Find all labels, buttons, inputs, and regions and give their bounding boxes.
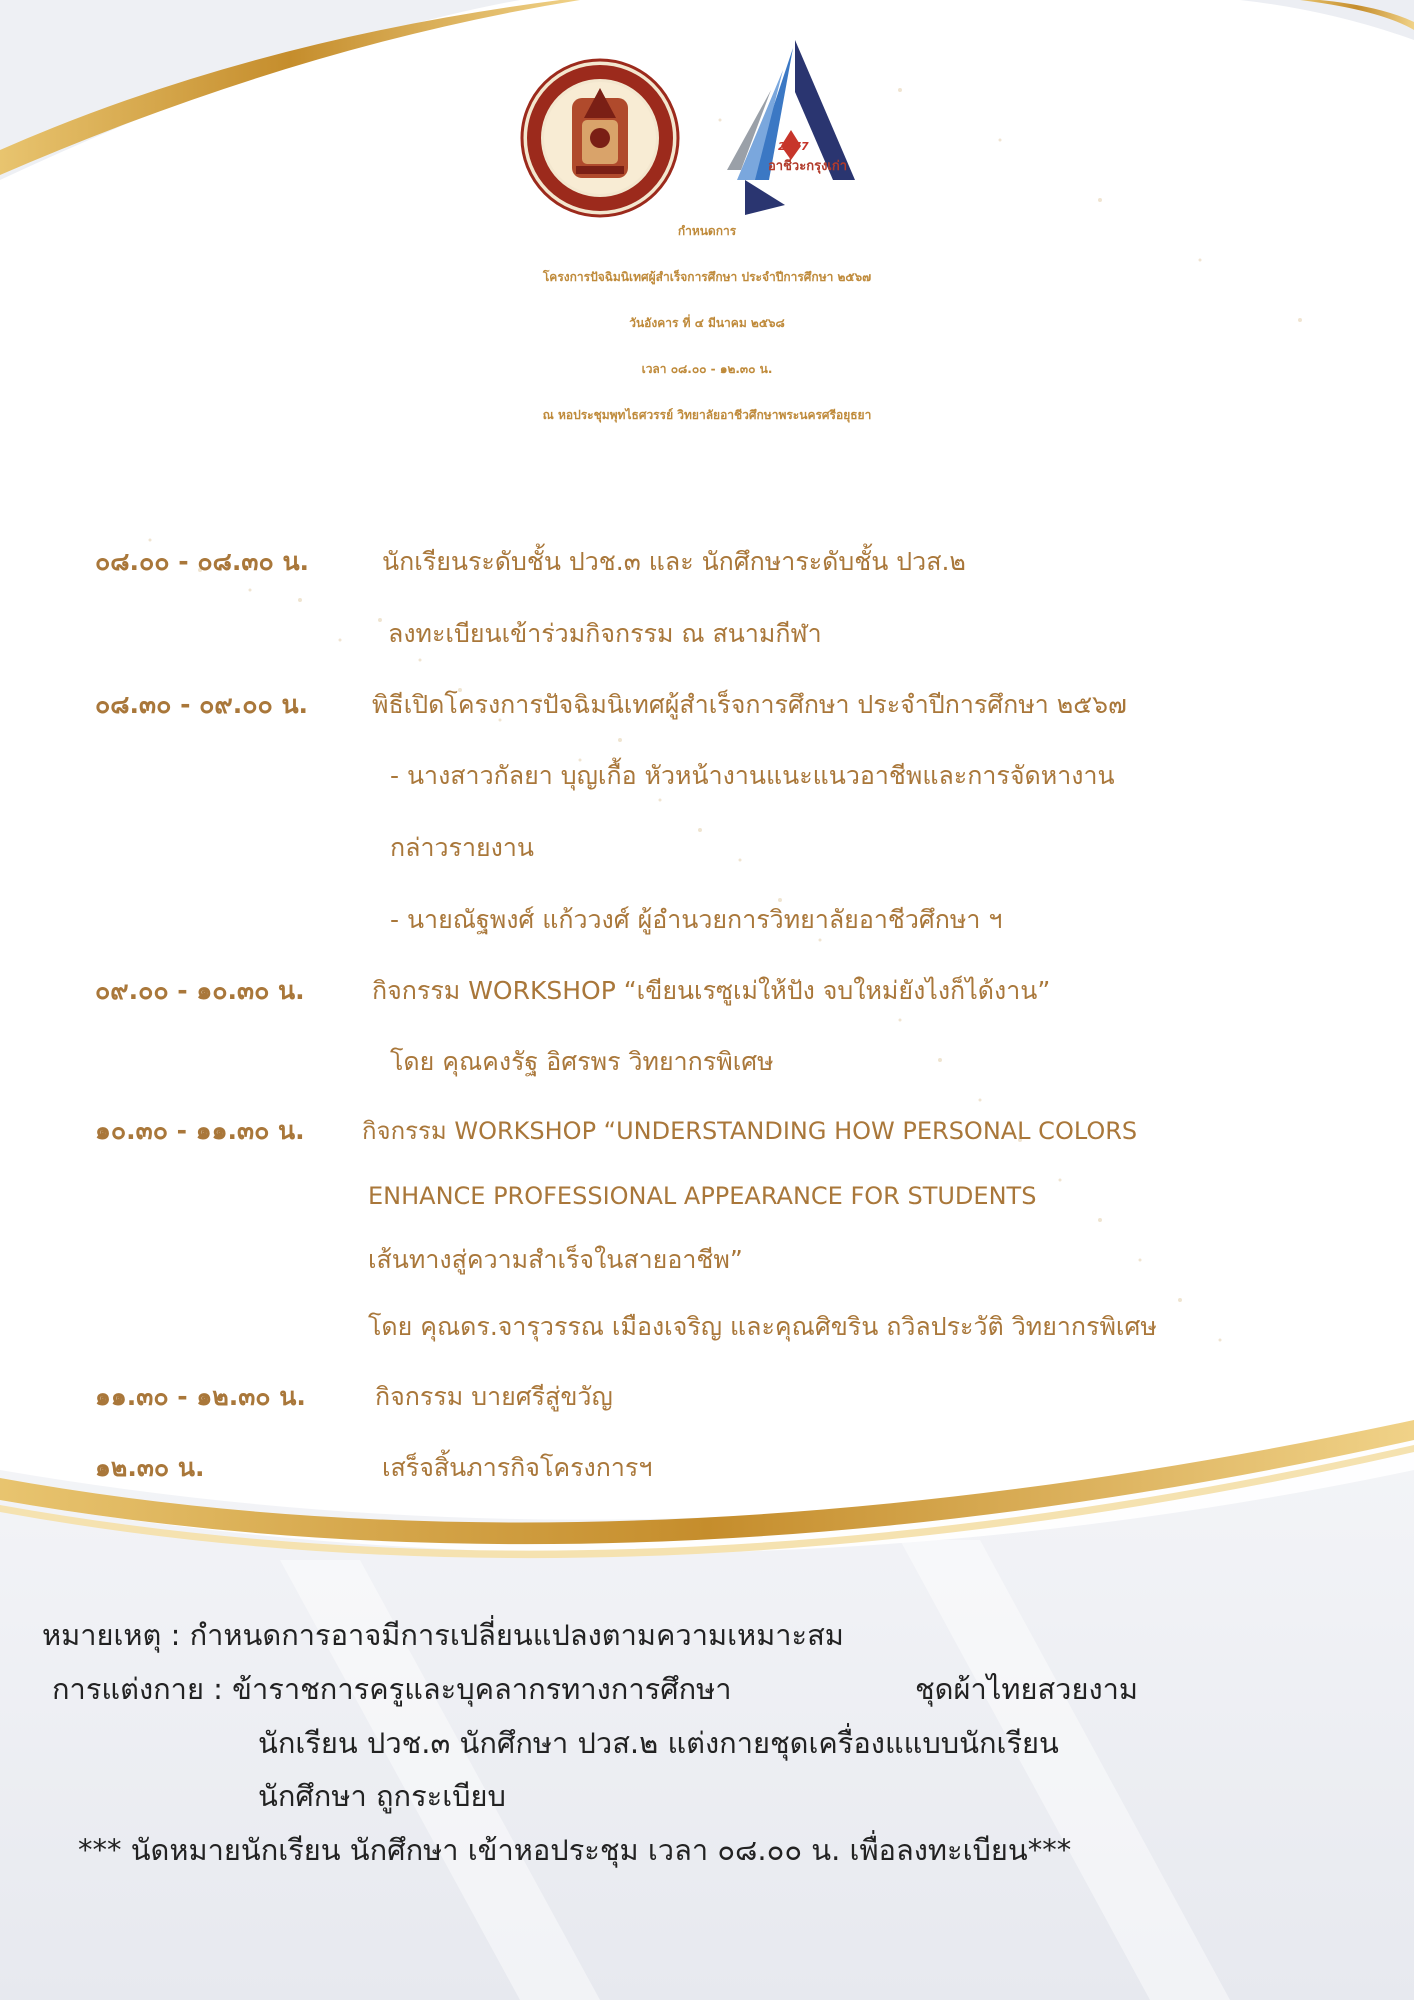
schedule-time-6: ๑๒.๓๐ น.	[95, 1453, 205, 1482]
schedule-time-2: ๐๘.๓๐ - ๐๙.๐๐ น.	[95, 690, 309, 719]
schedule-sub-2c: - นายณัฐพงศ์ แก้ววงศ์ ผู้อำนวยการวิทยาลัยอาชีวศึกษา ฯ	[390, 905, 1003, 934]
schedule-text-1b: ลงทะเบียนเข้าร่วมกิจกรรม ณ สนามกีฬา	[388, 619, 822, 648]
schedule-sub-2a: - นางสาวกัลยา บุญเกื้อ หัวหน้างานแนะแนวอาชีพและการจัดหางาน	[390, 761, 1115, 790]
schedule-time-5: ๑๑.๓๐ - ๑๒.๓๐ น.	[95, 1382, 306, 1411]
schedule-text-6: เสร็จสิ้นภารกิจโครงการฯ	[382, 1453, 653, 1482]
header-line-5: ณ หอประชุมพุทไธศวรรย์ วิทยาลัยอาชีวศึกษาพระนครศรีอยุธยา	[542, 408, 872, 422]
schedule-text-1: นักเรียนระดับชั้น ปวช.๓ และ นักศึกษาระดับชั้น ปวส.๒	[382, 547, 966, 576]
header-line-1: กำหนดการ	[677, 224, 737, 238]
schedule-sub-2b: กล่าวรายงาน	[390, 833, 534, 862]
note-dress-student: นักเรียน ปวช.๓ นักศึกษา ปวส.๒ แต่งกายชุดเครื่องแแบบนักเรียน	[258, 1726, 1059, 1760]
header-line-2: โครงการปัจฉิมนิเทศผู้สำเร็จการศึกษา ประจำปีการศึกษา ๒๕๖๗	[542, 270, 872, 284]
note-dress-label: การแต่งกาย : ข้าราชการครูและบุคลากรทางการศึกษา	[52, 1672, 732, 1706]
schedule-text-5: กิจกรรม บายศรีสู่ขวัญ	[375, 1382, 613, 1411]
schedule-text-3b: โดย คุณคงรัฐ อิศรพร วิทยากรพิเศษ	[390, 1047, 774, 1076]
logo-year-text: 2477	[778, 140, 809, 153]
logo-name-text: อาชีวะกรุงเก่า	[768, 159, 848, 174]
header-line-3: วันอังคาร ที่ ๔ มีนาคม ๒๕๖๘	[629, 316, 785, 330]
schedule-time-3: ๐๙.๐๐ - ๑๐.๓๐ น.	[95, 976, 305, 1005]
note-remark: หมายเหตุ : กำหนดการอาจมีการเปลี่ยนแปลงตามความเหมาะสม	[42, 1618, 844, 1652]
note-dress-teacher: ชุดผ้าไทยสวยงาม	[915, 1672, 1139, 1706]
note-appointment: *** นัดหมายนักเรียน นักศึกษา เข้าหอประชุม เวลา ๐๘.๐๐ น. เพื่อลงทะเบียน***	[78, 1833, 1072, 1867]
schedule-text-3: กิจกรรม WORKSHOP “เขียนเรซูเม่ให้ปัง จบใหม่ยังไงก็ได้งาน”	[372, 976, 1051, 1005]
schedule-text-4d: โดย คุณดร.จารุวรรณ เมืองเจริญ และคุณศิขริน ถวิลประวัติ วิทยากรพิเศษ	[368, 1312, 1157, 1341]
schedule-text-4c: เส้นทางสู่ความสำเร็จในสายอาชีพ”	[368, 1245, 743, 1274]
schedule-text-4b: ENHANCE PROFESSIONAL APPEARANCE FOR STUDENTS	[368, 1182, 1037, 1210]
schedule-text-4: กิจกรรม WORKSHOP “UNDERSTANDING HOW PERSONAL COLORS	[362, 1117, 1138, 1145]
schedule-text-2: พิธีเปิดโครงการปัจฉิมนิเทศผู้สำเร็จการศึกษา ประจำปีการศึกษา ๒๕๖๗	[372, 690, 1127, 719]
note-dress-student-2: นักศึกษา ถูกระเบียบ	[258, 1779, 506, 1813]
header-line-4: เวลา ๐๘.๐๐ - ๑๒.๓๐ น.	[641, 362, 773, 376]
schedule-time-1: ๐๘.๐๐ - ๐๘.๓๐ น.	[95, 547, 310, 576]
schedule-time-4: ๑๐.๓๐ - ๑๑.๓๐ น.	[95, 1116, 305, 1145]
